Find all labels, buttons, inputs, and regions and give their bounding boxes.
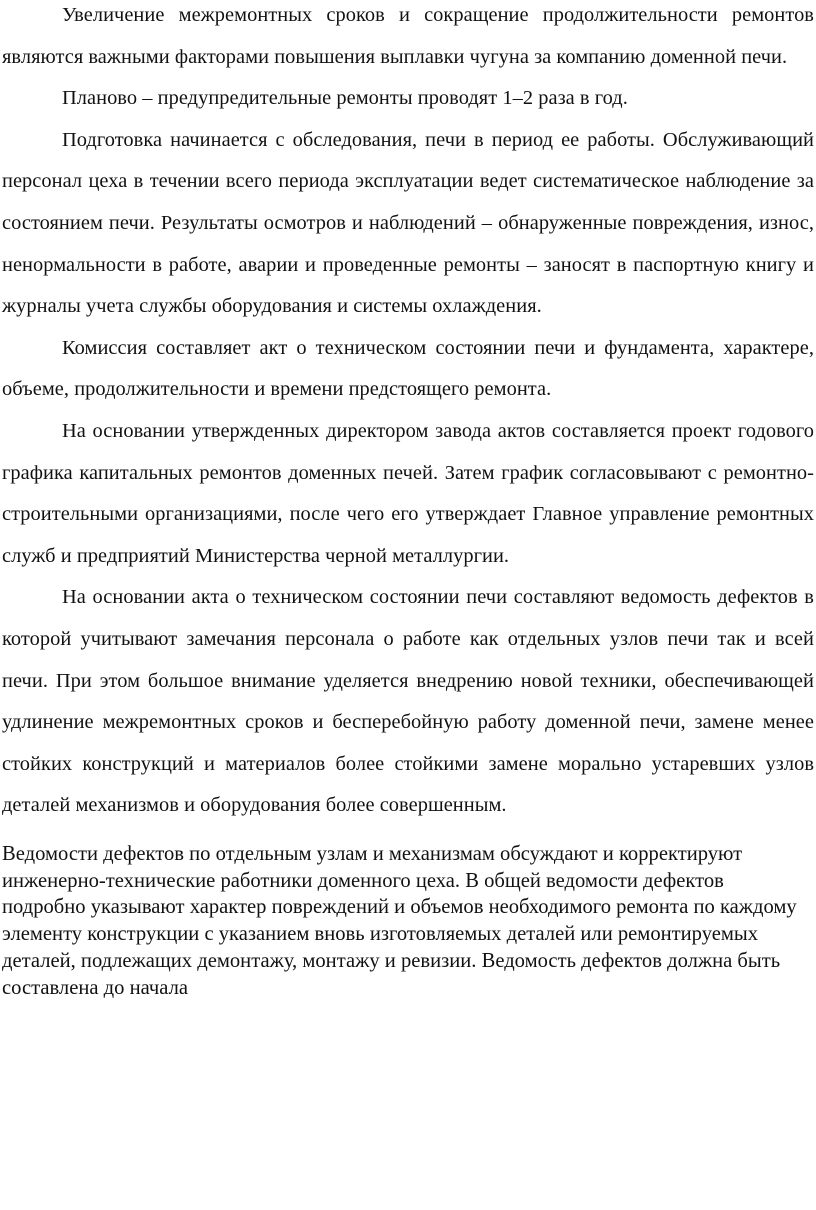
paragraph-planned-repairs: Планово – предупредительные ремонты проводят 1–2 раза в год. [62, 87, 628, 110]
paragraph-intro: Увеличение межремонтных сроков и сокращение продолжительности ремонтов являются важными факторами повышения выплавки чугуна за компанию доменной печи. [2, 4, 814, 68]
paragraph-preparation: Подготовка начинается с обследования, печи в период ее работы. Обслуживающий персонал цеха в течении всего периода эксплуатации ведет систематическое наблюдение за состоянием печи. Результаты осмотров и наблюдений – обнаруженные повреждения, износ, ненормальности в работе, аварии и проведенные ремонты – заносят в паспортную книгу и журналы учета службы оборудования и системы охлаждения. [2, 128, 814, 318]
paragraph-defect-review: Ведомости дефектов по отдельным узлам и механизмам обсуждают и корректируют инженерно-технические работники доменного цеха. В общей ведомости дефектов подробно указывают характер повреждений и объемов необходимого ремонта по каждому элементу конструкции с указанием вновь изготовляемых деталей или ремонтируемых деталей, подлежащих демонтажу, монтажу и ревизии. Ведомость дефектов должна быть составлена до начала [2, 842, 797, 999]
paragraph-commission: Комиссия составляет акт о техническом состоянии печи и фундамента, характере, объеме, продолжительности и времени предстоящего ремонта. [2, 336, 814, 401]
paragraph-defect-statement: На основании акта о техническом состоянии печи составляют ведомость дефектов в которой учитывают замечания персонала о работе как отдельных узлов печи так и всей печи. При этом большое внимание уделяется внедрению новой техники, обеспечивающей удлинение межремонтных сроков и бесперебойную работу доменной печи, замене менее стойких конструкций и материалов более стойкими замене морально устаревших узлов деталей механизмов и оборудования более совершенным. [2, 586, 814, 817]
paragraph-schedule: На основании утвержденных директором завода актов составляется проект годового графика капитальных ремонтов доменных печей. Затем график согласовывают с ремонтно-строительными организациями, после чего его утверждает Главное управление ремонтных служб и предприятий Министерства черной металлургии. [2, 419, 814, 567]
